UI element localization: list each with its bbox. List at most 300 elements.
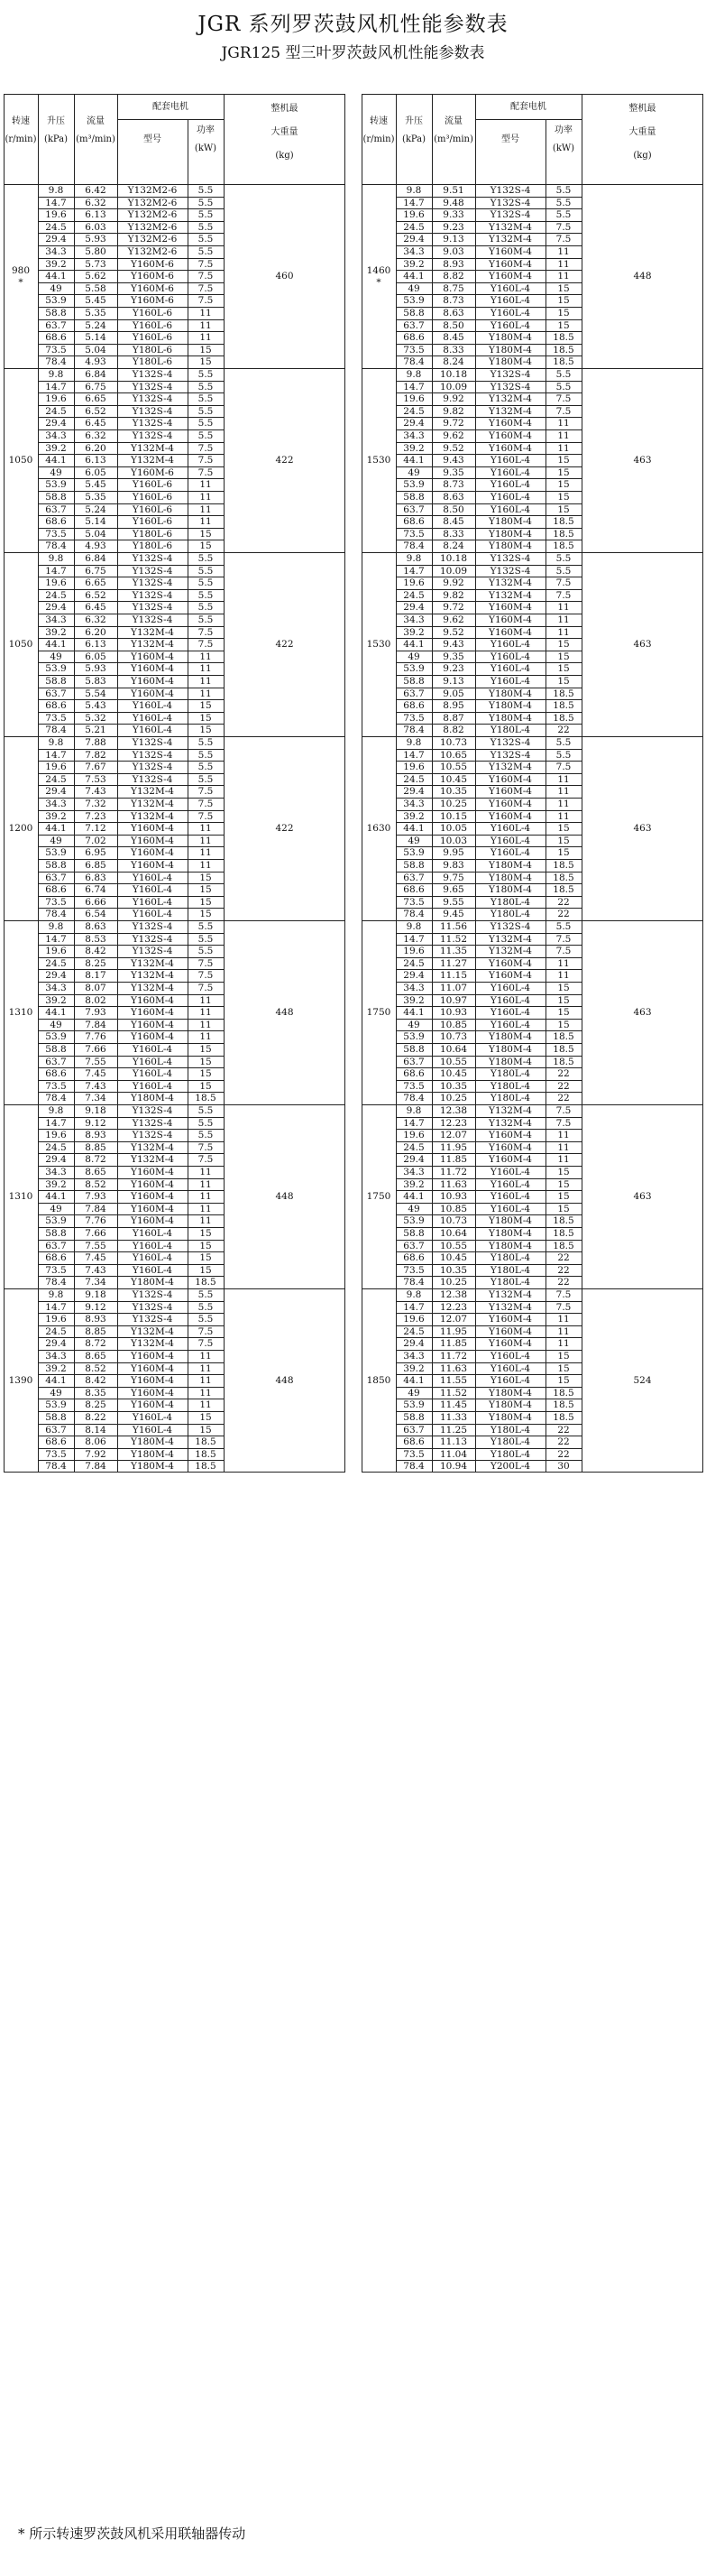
pressure-cell: 14.7 [403, 197, 425, 208]
motor-model-cell: Y132S-4 [490, 921, 531, 932]
motor-power-cell: 15 [557, 1191, 570, 1203]
pressure-cell: 58.8 [403, 308, 425, 319]
flow-cell: 9.23 [443, 663, 464, 675]
motor-power-cell: 18.5 [553, 540, 574, 552]
motor-power-cell: 18.5 [195, 1436, 216, 1448]
speed-value: 1200 [8, 823, 33, 834]
motor-model-cell: Y180M-4 [489, 1031, 532, 1043]
motor-power-cell: 15 [557, 308, 570, 319]
flow-cell: 9.83 [443, 860, 464, 871]
motor-model-cell: Y160M-4 [489, 614, 532, 625]
motor-model-cell: Y132S-4 [132, 921, 173, 932]
motor-model-cell: Y132S-4 [490, 197, 531, 208]
flow-cell: 6.65 [85, 393, 106, 405]
motor-power-cell: 11 [557, 1314, 570, 1325]
motor-power-cell: 5.5 [197, 1301, 214, 1313]
flow-cell: 9.55 [443, 896, 464, 908]
pressure-cell: 24.5 [403, 589, 425, 601]
motor-model-cell: Y160L-6 [132, 492, 173, 503]
pressure-cell: 63.7 [45, 688, 67, 699]
pressure-cell: 39.2 [45, 1362, 67, 1374]
motor-model-cell: Y160L-4 [132, 1068, 173, 1080]
pressure-cell: 49 [50, 466, 62, 478]
motor-model-cell: Y132M-4 [131, 786, 174, 798]
motor-model-cell: Y160L-4 [490, 983, 531, 993]
flow-cell: 5.83 [85, 676, 106, 687]
motor-power-cell: 15 [199, 1080, 212, 1092]
flow-cell: 7.34 [85, 1093, 106, 1104]
motor-power-cell: 5.5 [197, 246, 214, 257]
flow-cell: 11.95 [439, 1325, 468, 1337]
motor-power-cell: 11 [557, 430, 570, 441]
motor-model-cell: Y160M-4 [131, 1203, 174, 1214]
motor-model-cell: Y160L-4 [490, 295, 531, 307]
motor-model-cell: Y132M-4 [131, 983, 174, 993]
motor-model-cell: Y180L-4 [490, 1424, 531, 1436]
speed-value: 1050 [8, 639, 33, 650]
motor-model-cell: Y160L-4 [132, 884, 173, 896]
motor-power-cell: 11 [557, 799, 570, 809]
pressure-cell: 29.4 [45, 786, 67, 798]
motor-power-cell: 11 [557, 957, 570, 969]
motor-model-cell: Y180L-4 [490, 725, 531, 736]
flow-cell: 8.24 [443, 356, 464, 368]
motor-model-cell: Y160L-4 [132, 725, 173, 736]
motor-model-cell: Y160M-4 [131, 1191, 174, 1203]
flow-cell: 11.45 [439, 1399, 468, 1411]
pressure-cell: 39.2 [403, 810, 425, 822]
motor-power-cell: 5.5 [197, 1105, 214, 1116]
motor-power-cell: 5.5 [197, 405, 214, 417]
pressure-cell: 63.7 [403, 503, 425, 515]
motor-power-cell: 11 [557, 773, 570, 785]
pressure-cell: 34.3 [403, 246, 425, 257]
pressure-cell: 14.7 [45, 197, 67, 208]
motor-power-cell: 22 [557, 1068, 570, 1080]
motor-power-cell: 15 [557, 1019, 570, 1030]
pressure-cell: 24.5 [403, 1325, 425, 1337]
header-flow-unit: (m³/min) [434, 134, 473, 144]
pressure-cell: 58.8 [403, 676, 425, 687]
header-pressure: 升压 [405, 116, 423, 126]
flow-cell: 5.32 [85, 712, 106, 724]
pressure-cell: 78.4 [403, 725, 425, 736]
motor-model-cell: Y160L-6 [132, 319, 173, 331]
motor-power-cell: 7.5 [197, 799, 214, 809]
pressure-cell: 19.6 [403, 1130, 425, 1141]
motor-model-cell: Y180M-4 [489, 356, 532, 368]
pressure-cell: 9.8 [406, 1289, 422, 1300]
flow-cell: 6.84 [85, 553, 106, 564]
motor-power-cell: 15 [557, 1362, 570, 1374]
flow-cell: 8.82 [443, 725, 464, 736]
flow-cell: 10.55 [439, 1240, 468, 1251]
motor-model-cell: Y180M-4 [489, 1399, 532, 1411]
motor-model-cell: Y160M-4 [489, 1325, 532, 1337]
motor-power-cell: 7.5 [197, 442, 214, 454]
motor-model-cell: Y132S-4 [132, 933, 173, 945]
motor-power-cell: 7.5 [197, 282, 214, 294]
pressure-cell: 78.4 [45, 540, 67, 552]
pressure-cell: 63.7 [403, 1056, 425, 1067]
pressure-cell: 73.5 [403, 1448, 425, 1460]
motor-power-cell: 5.5 [197, 762, 214, 773]
motor-model-cell: Y132S-4 [132, 405, 173, 417]
motor-power-cell: 22 [557, 896, 570, 908]
pressure-cell: 53.9 [403, 295, 425, 307]
flow-cell: 10.25 [439, 799, 468, 809]
speed-value: 1630 [366, 823, 391, 834]
motor-model-cell: Y132M-4 [131, 1325, 174, 1337]
motor-model-cell: Y132S-4 [132, 393, 173, 405]
flow-cell: 7.43 [85, 786, 106, 798]
flow-cell: 7.84 [85, 1019, 106, 1030]
motor-model-cell: Y160L-4 [490, 823, 531, 835]
weight-value: 524 [633, 1375, 652, 1386]
motor-power-cell: 11 [199, 503, 212, 515]
motor-power-cell: 7.5 [555, 1117, 572, 1129]
motor-model-cell: Y160L-4 [132, 1412, 173, 1423]
flow-cell: 6.54 [85, 909, 106, 920]
pressure-cell: 53.9 [403, 479, 425, 491]
motor-model-cell: Y160M-4 [131, 1387, 174, 1399]
motor-model-cell: Y160L-4 [132, 712, 173, 724]
motor-power-cell: 11 [199, 516, 212, 528]
motor-model-cell: Y180L-4 [490, 896, 531, 908]
flow-cell: 6.32 [85, 614, 106, 625]
motor-model-cell: Y180M-4 [489, 884, 532, 896]
pressure-cell: 9.8 [48, 1105, 64, 1116]
pressure-cell: 68.6 [45, 332, 67, 344]
speed-value: * [376, 277, 381, 288]
motor-model-cell: Y160L-6 [132, 479, 173, 491]
pressure-cell: 34.3 [45, 246, 67, 257]
pressure-cell: 68.6 [403, 1068, 425, 1080]
motor-model-cell: Y132S-4 [132, 602, 173, 614]
pressure-cell: 24.5 [45, 405, 67, 417]
motor-power-cell: 15 [557, 847, 570, 859]
motor-model-cell: Y132S-4 [490, 565, 531, 577]
flow-cell: 10.85 [439, 1203, 468, 1214]
flow-cell: 9.52 [443, 442, 464, 454]
pressure-cell: 68.6 [45, 1068, 67, 1080]
pressure-cell: 63.7 [45, 1056, 67, 1067]
motor-power-cell: 5.5 [197, 221, 214, 233]
motor-model-cell: Y160L-4 [490, 282, 531, 294]
pressure-cell: 63.7 [45, 1424, 67, 1436]
motor-power-cell: 5.5 [197, 565, 214, 577]
motor-power-cell: 7.5 [555, 762, 572, 773]
pressure-cell: 9.8 [48, 737, 64, 748]
flow-cell: 8.33 [443, 528, 464, 540]
pressure-cell: 58.8 [403, 492, 425, 503]
flow-cell: 7.32 [85, 799, 106, 809]
motor-power-cell: 15 [199, 700, 212, 712]
pressure-cell: 9.8 [48, 1289, 64, 1300]
motor-model-cell: Y180M-4 [489, 332, 532, 344]
motor-power-cell: 15 [557, 319, 570, 331]
motor-model-cell: Y160L-4 [490, 319, 531, 331]
flow-cell: 7.84 [85, 1203, 106, 1214]
motor-model-cell: Y160L-4 [132, 1264, 173, 1276]
motor-model-cell: Y132M2-6 [127, 246, 178, 257]
pressure-cell: 29.4 [403, 1338, 425, 1350]
motor-power-cell: 7.5 [197, 1338, 214, 1350]
pressure-cell: 34.3 [403, 430, 425, 441]
motor-model-cell: Y160M-4 [131, 1375, 174, 1387]
pressure-cell: 14.7 [45, 381, 67, 392]
pressure-cell: 19.6 [403, 209, 425, 221]
pressure-cell: 49 [50, 651, 62, 662]
flow-cell: 7.92 [85, 1448, 106, 1460]
motor-power-cell: 11 [557, 1130, 570, 1141]
motor-model-cell: Y132S-4 [132, 762, 173, 773]
weight-value: 463 [633, 1191, 652, 1202]
motor-power-cell: 15 [199, 344, 212, 355]
motor-power-cell: 5.5 [555, 197, 572, 208]
flow-cell: 10.18 [439, 553, 468, 564]
flow-cell: 9.75 [443, 872, 464, 883]
motor-power-cell: 5.5 [197, 589, 214, 601]
header-speed: 转速 [12, 116, 30, 126]
motor-power-cell: 11 [557, 786, 570, 798]
flow-cell: 12.07 [439, 1130, 468, 1141]
flow-cell: 7.34 [85, 1277, 106, 1288]
speed-value: 1750 [366, 1007, 391, 1018]
motor-model-cell: Y180M-4 [489, 872, 532, 883]
speed-value: 1310 [8, 1007, 33, 1018]
weight-value: 422 [275, 455, 294, 466]
pressure-cell: 34.3 [403, 1167, 425, 1177]
flow-cell: 10.45 [439, 1252, 468, 1264]
motor-power-cell: 15 [557, 983, 570, 993]
speed-value: 1310 [8, 1191, 33, 1202]
flow-cell: 6.84 [85, 369, 106, 380]
pressure-cell: 34.3 [45, 1351, 67, 1362]
motor-model-cell: Y132S-4 [490, 553, 531, 564]
pressure-cell: 24.5 [45, 773, 67, 785]
flow-cell: 8.50 [443, 503, 464, 515]
motor-power-cell: 18.5 [553, 884, 574, 896]
flow-cell: 10.97 [439, 994, 468, 1006]
pressure-cell: 68.6 [45, 1252, 67, 1264]
pressure-cell: 39.2 [403, 258, 425, 270]
header-weight-2: 大重量 [628, 127, 656, 137]
flow-cell: 8.25 [85, 957, 106, 969]
flow-cell: 12.07 [439, 1314, 468, 1325]
flow-cell: 8.42 [85, 1375, 106, 1387]
flow-cell: 10.65 [439, 749, 468, 761]
motor-model-cell: Y132S-4 [132, 418, 173, 429]
motor-power-cell: 22 [557, 1277, 570, 1288]
motor-power-cell: 7.5 [555, 577, 572, 589]
pressure-cell: 78.4 [403, 356, 425, 368]
motor-model-cell: Y160L-6 [132, 516, 173, 528]
flow-cell: 9.82 [443, 589, 464, 601]
speed-value: 1390 [8, 1375, 33, 1386]
pressure-cell: 78.4 [45, 1461, 67, 1473]
flow-cell: 9.23 [443, 221, 464, 233]
motor-model-cell: Y160M-4 [489, 602, 532, 614]
weight-value: 422 [275, 639, 294, 650]
pressure-cell: 19.6 [45, 393, 67, 405]
motor-power-cell: 15 [199, 1044, 212, 1055]
motor-power-cell: 18.5 [553, 1228, 574, 1239]
pressure-cell: 49 [408, 651, 420, 662]
pressure-cell: 53.9 [403, 847, 425, 859]
flow-cell: 11.07 [439, 983, 468, 993]
motor-power-cell: 11 [199, 835, 212, 846]
motor-model-cell: Y160L-4 [132, 1228, 173, 1239]
weight-value: 448 [633, 271, 652, 282]
pressure-cell: 39.2 [403, 1178, 425, 1190]
motor-model-cell: Y160M-4 [489, 786, 532, 798]
pressure-cell: 63.7 [45, 319, 67, 331]
weight-value: 448 [275, 1375, 294, 1386]
motor-power-cell: 22 [557, 1448, 570, 1460]
speed-value: 1530 [366, 455, 391, 466]
pressure-cell: 9.8 [406, 369, 422, 380]
motor-model-cell: Y180L-6 [132, 540, 173, 552]
flow-cell: 11.27 [439, 957, 468, 969]
motor-model-cell: Y160L-4 [490, 308, 531, 319]
header-power-unit: (kW) [552, 143, 575, 153]
pressure-cell: 68.6 [45, 1436, 67, 1448]
motor-power-cell: 7.5 [555, 221, 572, 233]
pressure-cell: 78.4 [45, 1093, 67, 1104]
motor-power-cell: 5.5 [197, 185, 214, 196]
motor-power-cell: 15 [199, 909, 212, 920]
flow-cell: 8.75 [443, 282, 464, 294]
flow-cell: 8.02 [85, 994, 106, 1006]
motor-power-cell: 15 [199, 528, 212, 540]
weight-value: 448 [275, 1191, 294, 1202]
pressure-cell: 24.5 [403, 221, 425, 233]
flow-cell: 6.75 [85, 381, 106, 392]
motor-power-cell: 15 [199, 540, 212, 552]
pressure-cell: 44.1 [403, 271, 425, 282]
motor-power-cell: 15 [199, 1068, 212, 1080]
pressure-cell: 19.6 [403, 393, 425, 405]
motor-model-cell: Y180M-4 [489, 344, 532, 355]
motor-power-cell: 11 [557, 258, 570, 270]
speed-value: 1050 [8, 455, 33, 466]
pressure-cell: 34.3 [45, 614, 67, 625]
motor-model-cell: Y180M-4 [489, 1387, 532, 1399]
motor-model-cell: Y160M-4 [131, 1215, 174, 1227]
flow-cell: 10.15 [439, 810, 468, 822]
motor-power-cell: 7.5 [555, 589, 572, 601]
motor-model-cell: Y180L-6 [132, 356, 173, 368]
pressure-cell: 14.7 [403, 749, 425, 761]
flow-cell: 7.66 [85, 1044, 106, 1055]
flow-cell: 7.76 [85, 1215, 106, 1227]
motor-model-cell: Y180M-4 [489, 516, 532, 528]
pressure-cell: 53.9 [45, 1399, 67, 1411]
motor-model-cell: Y180L-4 [490, 1448, 531, 1460]
pressure-cell: 68.6 [403, 1436, 425, 1448]
motor-model-cell: Y180L-6 [132, 344, 173, 355]
motor-power-cell: 5.5 [197, 749, 214, 761]
motor-power-cell: 11 [199, 1019, 212, 1030]
motor-model-cell: Y160M-4 [489, 418, 532, 429]
pressure-cell: 53.9 [45, 663, 67, 675]
flow-cell: 10.73 [439, 1031, 468, 1043]
page-title: JGR 系列罗茨鼓风机性能参数表 [197, 13, 509, 36]
motor-model-cell: Y180M-4 [489, 1412, 532, 1423]
motor-power-cell: 11 [557, 246, 570, 257]
motor-power-cell: 15 [557, 466, 570, 478]
motor-model-cell: Y160L-4 [132, 1240, 173, 1251]
pressure-cell: 53.9 [45, 1031, 67, 1043]
motor-model-cell: Y160M-4 [489, 810, 532, 822]
motor-power-cell: 11 [199, 651, 212, 662]
motor-model-cell: Y160M-4 [489, 970, 532, 982]
flow-cell: 11.25 [439, 1424, 468, 1436]
motor-model-cell: Y160M-4 [489, 246, 532, 257]
motor-power-cell: 18.5 [553, 1044, 574, 1055]
pressure-cell: 78.4 [403, 1093, 425, 1104]
motor-power-cell: 18.5 [553, 332, 574, 344]
motor-model-cell: Y160M-4 [131, 1399, 174, 1411]
pressure-cell: 44.1 [403, 1191, 425, 1203]
header-flow: 流量 [445, 116, 463, 126]
motor-model-cell: Y132M-4 [489, 762, 532, 773]
motor-model-cell: Y160M-6 [131, 282, 174, 294]
motor-model-cell: Y132S-4 [132, 749, 173, 761]
flow-cell: 11.04 [439, 1448, 468, 1460]
motor-power-cell: 5.5 [197, 418, 214, 429]
flow-cell: 8.63 [443, 492, 464, 503]
header-pressure-unit: (kPa) [43, 134, 69, 144]
pressure-cell: 58.8 [45, 308, 67, 319]
flow-cell: 11.63 [439, 1362, 468, 1374]
motor-model-cell: Y132S-4 [490, 369, 531, 380]
motor-power-cell: 7.5 [197, 1154, 214, 1166]
motor-power-cell: 15 [557, 835, 570, 846]
performance-table-right [362, 94, 703, 2516]
speed-value: 1850 [366, 1375, 391, 1386]
flow-cell: 7.02 [85, 835, 106, 846]
flow-cell: 6.52 [85, 589, 106, 601]
motor-power-cell: 5.5 [197, 614, 214, 625]
motor-model-cell: Y160L-4 [490, 455, 531, 466]
motor-model-cell: Y160L-4 [490, 994, 531, 1006]
pressure-cell: 49 [50, 1019, 62, 1030]
pressure-cell: 44.1 [403, 639, 425, 651]
column-line [224, 94, 225, 1473]
header-power: 功率 [555, 125, 573, 135]
pressure-cell: 9.8 [406, 1105, 422, 1116]
flow-cell: 6.32 [85, 430, 106, 441]
motor-power-cell: 15 [557, 1203, 570, 1214]
flow-cell: 8.14 [85, 1424, 106, 1436]
motor-power-cell: 5.5 [197, 602, 214, 614]
pressure-cell: 68.6 [403, 332, 425, 344]
flow-cell: 10.93 [439, 1007, 468, 1019]
flow-cell: 10.73 [439, 737, 468, 748]
motor-power-cell: 5.5 [197, 393, 214, 405]
flow-cell: 6.13 [85, 639, 106, 651]
pressure-cell: 58.8 [45, 860, 67, 871]
flow-cell: 6.65 [85, 577, 106, 589]
motor-model-cell: Y160L-4 [490, 847, 531, 859]
pressure-cell: 19.6 [45, 1130, 67, 1141]
pressure-cell: 78.4 [45, 909, 67, 920]
header-model: 型号 [143, 134, 161, 144]
flow-cell: 10.35 [439, 786, 468, 798]
pressure-cell: 49 [408, 1019, 420, 1030]
